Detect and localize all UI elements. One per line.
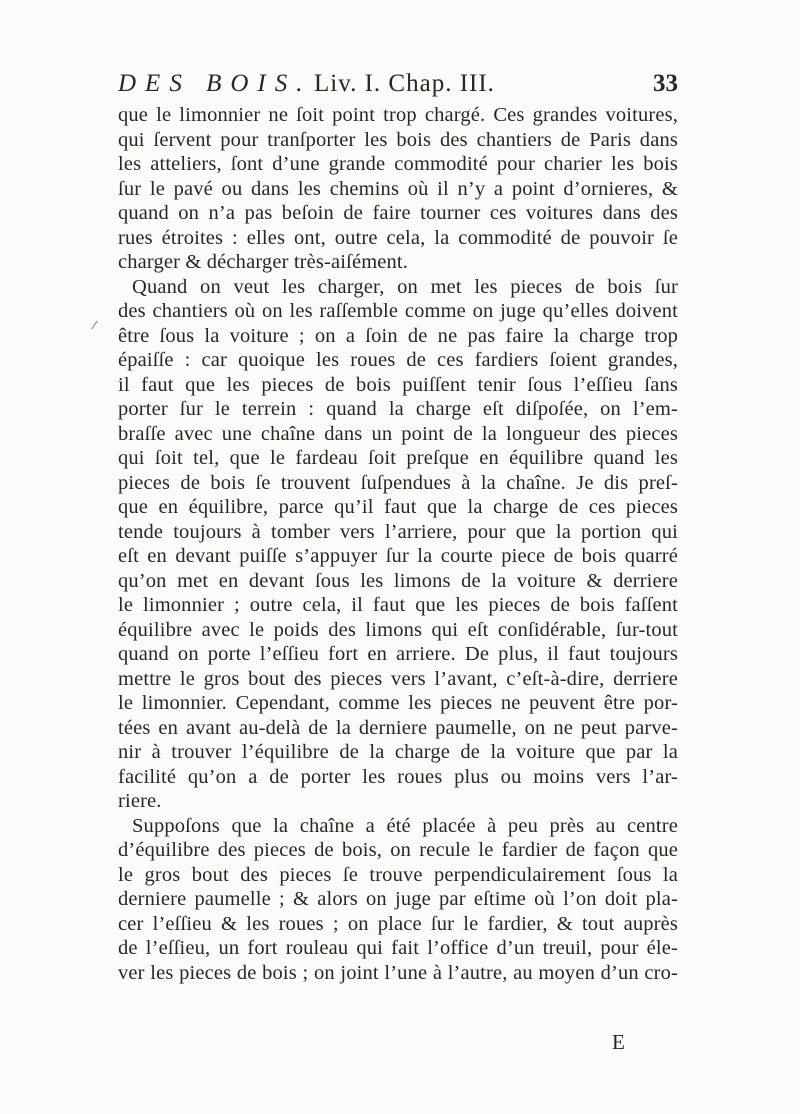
text-line: le limonnier. Cependant, comme les pieces ne peuvent être por- <box>118 692 678 714</box>
text-line: il faut que les pieces de bois puiſſent tenir ſous l’eſſieu ſans <box>118 373 678 396</box>
text-line: facilité qu’on a de porter les roues plus ou moins vers l’ar- <box>118 765 678 788</box>
text-line: que en équilibre, parce qu’il faut que la charge de ces pieces <box>118 496 678 518</box>
catchword: E <box>612 1030 625 1054</box>
text-line: être ſous la voiture ; on a ſoin de ne pas faire la charge trop <box>118 324 678 347</box>
running-head <box>118 70 678 104</box>
text-line: épaiſſe : car quoique les roues de ces fardiers ſoient grandes, <box>118 349 678 371</box>
text-line: qui ſoit tel, que le fardeau ſoit preſque en équilibre quand les <box>118 447 678 469</box>
text-line: des chantiers où on les raſſemble comme on juge qu’elles doivent <box>118 300 678 322</box>
text-line: charger & décharger très-aiſément. <box>118 251 409 273</box>
text-line: quand on n’a pas beſoin de faire tourner ces voitures dans des <box>118 202 678 224</box>
text-line: braſſe avec une chaîne dans un point de la longueur des pieces <box>118 422 678 445</box>
text-line: qu’on met en devant ſous les limons de la voiture & derriere <box>118 569 678 592</box>
body-text <box>118 103 678 985</box>
text-line: riere. <box>118 790 162 812</box>
text-line: derniere paumelle ; & alors on juge par eſtime où l’on doit pla- <box>118 888 678 910</box>
page-number: 33 <box>653 70 678 97</box>
text-line: mettre le gros bout des pieces vers l’avant, c’eſt-à-dire, derriere <box>118 667 678 690</box>
text-line: rues étroites : elles ont, outre cela, la commodité de pouvoir ſe <box>118 226 678 249</box>
text-line: cer l’eſſieu & les roues ; on place ſur le fardier, & tout auprès <box>118 912 678 935</box>
text-line: le gros bout des pieces ſe trouve perpendiculairement ſous la <box>118 863 678 886</box>
running-head-chapter: Liv. I. Chap. III. <box>314 70 495 97</box>
running-head-title: DES BOIS. <box>118 70 312 97</box>
text-line: ſur le pavé ou dans les chemins où il n’y a point d’ornieres, & <box>118 177 678 200</box>
text-line: tende toujours à tomber vers l’arriere, pour que la portion qui <box>118 520 678 543</box>
text-line: d’équilibre des pieces de bois, on recule le fardier de façon que <box>118 839 678 861</box>
margin-mark <box>91 321 98 330</box>
text-line: porter ſur le terrein : quand la charge eſt diſpoſée, on l’em- <box>118 398 678 420</box>
text-line: eſt en devant puiſſe s’appuyer ſur la courte piece de bois quarré <box>118 545 678 567</box>
text-line: les atteliers, ſont d’une grande commodité pour charier les bois <box>118 153 678 175</box>
text-line: Suppoſons que la chaîne a été placée à peu près au centre <box>132 814 678 837</box>
text-line: que le limonnier ne ſoit point trop chargé. Ces grandes voitures, <box>118 104 678 126</box>
text-line: Quand on veut les charger, on met les pieces de bois ſur <box>132 275 678 298</box>
text-line: pieces de bois ſe trouvent ſuſpendues à la chaîne. Je dis preſ- <box>118 471 678 494</box>
text-line: ver les pieces de bois ; on joint l’une à l’autre, au moyen d’un cro- <box>118 961 678 984</box>
text-line: qui ſervent pour tranſporter les bois des chantiers de Paris dans <box>118 128 678 151</box>
text-line: nir à trouver l’équilibre de la charge de la voiture que par la <box>118 741 678 763</box>
text-line: équilibre avec le poids des limons qui eſt conſidérable, ſur-tout <box>118 618 678 641</box>
text-line: de l’eſſieu, un fort rouleau qui fait l’office d’un treuil, pour éle- <box>118 937 678 959</box>
text-line: le limonnier ; outre cela, il faut que les pieces de bois faſſent <box>118 594 678 616</box>
text-line: quand on porte l’eſſieu fort en arriere. De plus, il faut toujours <box>118 643 678 665</box>
text-line: tées en avant au-delà de la derniere paumelle, on ne peut parve- <box>118 716 678 739</box>
